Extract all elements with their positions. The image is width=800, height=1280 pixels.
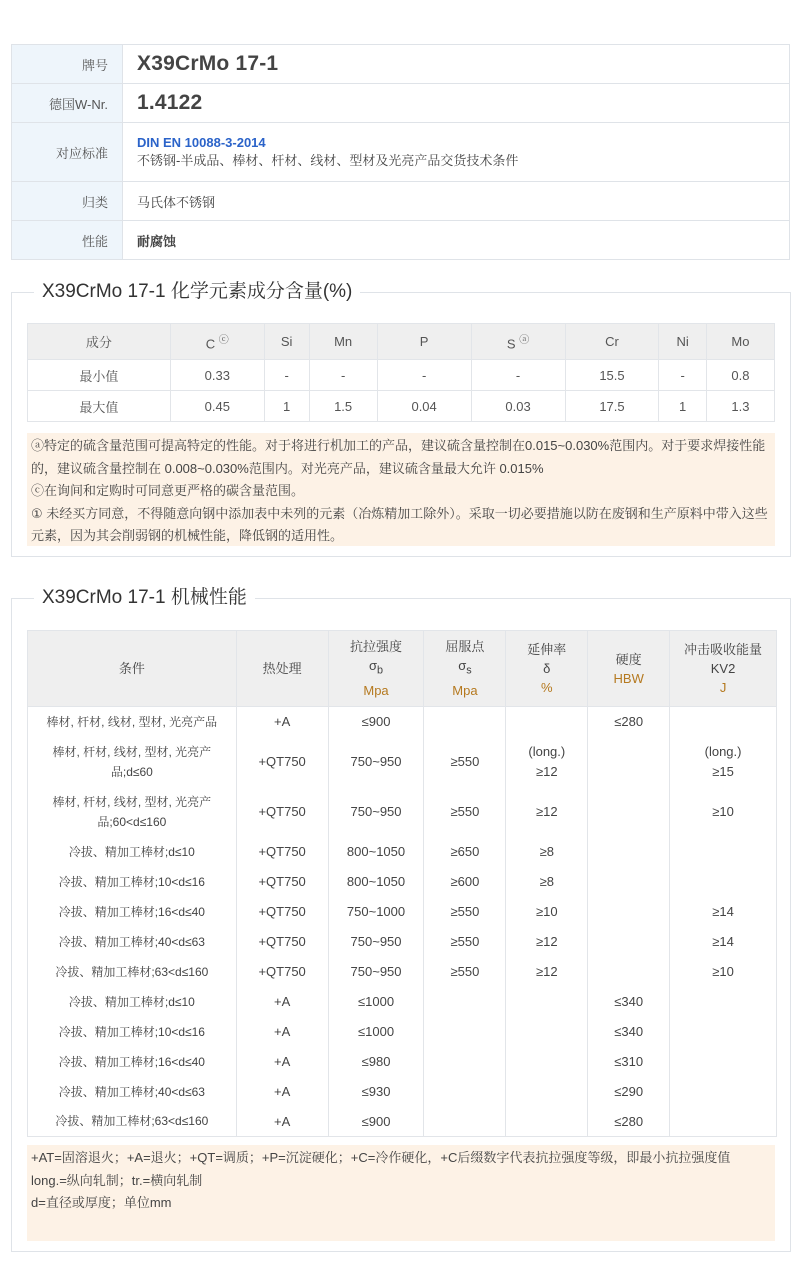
chem-cell: - bbox=[659, 360, 706, 391]
mech-cell-condition: 冷拔、精加工棒材;16<d≤40 bbox=[28, 1047, 237, 1077]
property-value: 耐腐蚀 bbox=[137, 233, 177, 249]
mech-cell-hardness: ≤290 bbox=[588, 1077, 670, 1107]
mech-cell-condition: 冷拔、精加工棒材;40<d≤63 bbox=[28, 927, 237, 957]
mech-header-heat-treatment: 热处理 bbox=[236, 631, 328, 707]
mech-cell-condition: 冷拔、精加工棒材;d≤10 bbox=[28, 987, 237, 1017]
mech-cell-elongation bbox=[506, 1047, 588, 1077]
mech-cell-tensile: 750~950 bbox=[328, 927, 424, 957]
chem-cell: - bbox=[471, 360, 565, 391]
mech-cell-yield bbox=[424, 1017, 506, 1047]
chem-note-carbon: ⓒ在询间和定购时可同意更严格的碳含量范围。 bbox=[31, 483, 305, 498]
mech-header-row bbox=[28, 631, 777, 707]
chem-row-min bbox=[28, 360, 775, 391]
chem-header-c: C ⓒ bbox=[170, 324, 264, 360]
mech-note-diameter: d=直径或厚度；单位mm bbox=[31, 1195, 172, 1210]
mech-cell-yield bbox=[424, 987, 506, 1017]
chem-cell: 1 bbox=[264, 391, 309, 422]
mech-cell-heat: +QT750 bbox=[236, 737, 328, 787]
mech-row bbox=[28, 787, 777, 837]
mech-cell-tensile: 800~1050 bbox=[328, 837, 424, 867]
mech-cell-hardness bbox=[588, 927, 670, 957]
mech-header-condition: 条件 bbox=[28, 631, 237, 707]
chemical-composition-table bbox=[27, 323, 775, 422]
mech-cell-condition: 冷拔、精加工棒材;40<d≤63 bbox=[28, 1077, 237, 1107]
mech-cell-elongation bbox=[506, 1107, 588, 1137]
mech-cell-yield bbox=[424, 1107, 506, 1137]
standard-code-link[interactable]: DIN EN 10088-3-2014 bbox=[137, 135, 266, 150]
mech-cell-yield bbox=[424, 707, 506, 737]
chem-cell: - bbox=[309, 360, 377, 391]
grade-value: X39CrMo 17-1 bbox=[137, 52, 279, 75]
mech-cell-tensile: 750~950 bbox=[328, 737, 424, 787]
mech-cell-impact bbox=[670, 837, 777, 867]
chem-header-mo: Mo bbox=[706, 324, 774, 360]
mech-cell-yield: ≥600 bbox=[424, 867, 506, 897]
mech-cell-tensile: 800~1050 bbox=[328, 867, 424, 897]
mech-cell-impact: ≥10 bbox=[670, 957, 777, 987]
mech-cell-elongation: ≥8 bbox=[506, 837, 588, 867]
mech-cell-condition: 棒材, 杆材, 线材, 型材, 光亮产 品;60<d≤160 bbox=[28, 787, 237, 837]
mech-cell-heat: +QT750 bbox=[236, 957, 328, 987]
mech-cell-condition: 棒材, 杆材, 线材, 型材, 光亮产 品;d≤60 bbox=[28, 737, 237, 787]
chem-cell: 1.5 bbox=[309, 391, 377, 422]
mech-header-hardness: 硬度 HBW bbox=[588, 631, 670, 707]
chem-notes bbox=[27, 433, 775, 546]
mech-cell-elongation bbox=[506, 987, 588, 1017]
chem-cell: 0.04 bbox=[377, 391, 471, 422]
mech-cell-impact: ≥14 bbox=[670, 897, 777, 927]
standard-description: 不锈钢-半成品、棒材、杆材、线材、型材及光亮产品交货技术条件 bbox=[137, 153, 519, 168]
chem-cell: 0.45 bbox=[170, 391, 264, 422]
s-footnote-mark: ⓐ bbox=[519, 335, 530, 347]
mech-cell-heat: +A bbox=[236, 707, 328, 737]
grade-info-table bbox=[11, 44, 790, 260]
mech-cell-yield: ≥550 bbox=[424, 897, 506, 927]
chem-note-elements: ① 未经买方同意，不得随意向钢中添加表中未列的元素（冶炼精加工除外）。采取一切必要措施以防在废钢和生产原料中带入这些元素，因为其会削弱钢的机械性能，降低钢的适用性。 bbox=[31, 505, 768, 543]
mech-cell-yield: ≥550 bbox=[424, 957, 506, 987]
standard-label: 对应标准 bbox=[12, 123, 123, 182]
mech-cell-hardness bbox=[588, 787, 670, 837]
mech-cell-hardness: ≤280 bbox=[588, 1107, 670, 1137]
chem-cell: 0.33 bbox=[170, 360, 264, 391]
chem-cell: - bbox=[264, 360, 309, 391]
mech-cell-hardness bbox=[588, 897, 670, 927]
mech-cell-tensile: ≤930 bbox=[328, 1077, 424, 1107]
mech-cell-heat: +A bbox=[236, 1107, 328, 1137]
mech-cell-heat: +A bbox=[236, 1047, 328, 1077]
chem-header-row bbox=[28, 324, 775, 360]
category-value: 马氏体不锈钢 bbox=[137, 194, 216, 210]
mech-header-tensile: 抗拉强度 $\sigma_b$ Mpa bbox=[328, 631, 424, 707]
mech-cell-heat: +QT750 bbox=[236, 927, 328, 957]
mech-cell-impact bbox=[670, 1017, 777, 1047]
mech-cell-elongation: ≥12 bbox=[506, 787, 588, 837]
mech-cell-tensile: 750~950 bbox=[328, 787, 424, 837]
mech-row bbox=[28, 927, 777, 957]
chem-row-label: 最大值 bbox=[28, 391, 171, 422]
mech-cell-hardness bbox=[588, 737, 670, 787]
mech-cell-yield: ≥550 bbox=[424, 787, 506, 837]
mechanical-properties-title: X39CrMo 17-1 机械性能 bbox=[34, 586, 255, 610]
mechanical-properties-section bbox=[11, 587, 791, 1252]
mech-row bbox=[28, 897, 777, 927]
mech-cell-tensile: 750~950 bbox=[328, 957, 424, 987]
mech-cell-impact: ≥10 bbox=[670, 787, 777, 837]
mech-cell-hardness: ≤340 bbox=[588, 987, 670, 1017]
mech-cell-heat: +QT750 bbox=[236, 787, 328, 837]
chem-row-label: 最小值 bbox=[28, 360, 171, 391]
chem-cell: 0.8 bbox=[706, 360, 774, 391]
chem-cell: 1 bbox=[659, 391, 706, 422]
chem-header-s: S ⓐ bbox=[471, 324, 565, 360]
mech-cell-yield bbox=[424, 1077, 506, 1107]
mech-cell-tensile: 750~1000 bbox=[328, 897, 424, 927]
category-label: 归类 bbox=[12, 182, 123, 221]
mech-cell-hardness bbox=[588, 837, 670, 867]
chem-cell: 17.5 bbox=[565, 391, 659, 422]
chem-header-p: P bbox=[377, 324, 471, 360]
c-footnote-mark: ⓒ bbox=[218, 335, 229, 347]
mech-cell-heat: +A bbox=[236, 987, 328, 1017]
mech-cell-impact: (long.) ≥15 bbox=[670, 737, 777, 787]
mech-cell-tensile: ≤980 bbox=[328, 1047, 424, 1077]
mech-cell-heat: +QT750 bbox=[236, 897, 328, 927]
mech-cell-impact bbox=[670, 1107, 777, 1137]
mech-row bbox=[28, 1107, 777, 1137]
mech-cell-heat: +A bbox=[236, 1077, 328, 1107]
chem-note-sulfur: ⓐ特定的硫含量范围可提高特定的性能。对于将进行机加工的产品，建议硫含量控制在0.015~0.030%范围内。对于要求焊接性能的，建议硫含量控制在 0.008~0.030%范围内。对光亮产品，建议硫含量最大允许 0.015% bbox=[31, 438, 766, 476]
chemical-composition-title: X39CrMo 17-1 化学元素成分含量(%) bbox=[34, 280, 360, 304]
chem-header-si: Si bbox=[264, 324, 309, 360]
mech-cell-yield bbox=[424, 1047, 506, 1077]
chem-header-cr: Cr bbox=[565, 324, 659, 360]
mech-cell-elongation bbox=[506, 707, 588, 737]
mech-cell-impact bbox=[670, 1047, 777, 1077]
property-label: 性能 bbox=[12, 221, 123, 260]
mech-cell-elongation: ≥12 bbox=[506, 927, 588, 957]
mech-row bbox=[28, 957, 777, 987]
chem-cell: 15.5 bbox=[565, 360, 659, 391]
mech-cell-elongation bbox=[506, 1017, 588, 1047]
chem-header-component: 成分 bbox=[28, 324, 171, 360]
chem-header-mn: Mn bbox=[309, 324, 377, 360]
mech-row bbox=[28, 867, 777, 897]
mech-row bbox=[28, 707, 777, 737]
mech-cell-impact bbox=[670, 987, 777, 1017]
mech-row bbox=[28, 987, 777, 1017]
mech-header-yield: 屈服点 $\sigma_s$ Mpa bbox=[424, 631, 506, 707]
chem-row-max bbox=[28, 391, 775, 422]
mech-cell-heat: +QT750 bbox=[236, 867, 328, 897]
grade-label: 牌号 bbox=[12, 45, 123, 84]
mech-cell-condition: 冷拔、精加工棒材;63<d≤160 bbox=[28, 957, 237, 987]
mech-cell-tensile: ≤1000 bbox=[328, 1017, 424, 1047]
mech-cell-impact bbox=[670, 867, 777, 897]
mech-cell-condition: 冷拔、精加工棒材;d≤10 bbox=[28, 837, 237, 867]
mech-cell-condition: 棒材, 杆材, 线材, 型材, 光亮产品 bbox=[28, 707, 237, 737]
mech-cell-yield: ≥650 bbox=[424, 837, 506, 867]
chem-cell: 1.3 bbox=[706, 391, 774, 422]
mech-cell-condition: 冷拔、精加工棒材;10<d≤16 bbox=[28, 1017, 237, 1047]
chem-cell: 0.03 bbox=[471, 391, 565, 422]
mech-note-rolling: long.=纵向轧制；tr.=横向轧制 bbox=[31, 1172, 203, 1188]
mech-cell-tensile: ≤900 bbox=[328, 707, 424, 737]
mech-cell-elongation: ≥10 bbox=[506, 897, 588, 927]
mech-cell-condition: 冷拔、精加工棒材;63<d≤160 bbox=[28, 1107, 237, 1137]
mech-cell-impact bbox=[670, 707, 777, 737]
mech-header-impact: 冲击吸收能量 KV2 J bbox=[670, 631, 777, 707]
mech-cell-elongation: ≥12 bbox=[506, 957, 588, 987]
chem-cell: - bbox=[377, 360, 471, 391]
mech-cell-impact bbox=[670, 1077, 777, 1107]
mech-cell-heat: +A bbox=[236, 1017, 328, 1047]
mech-cell-yield: ≥550 bbox=[424, 737, 506, 787]
mech-cell-hardness: ≤340 bbox=[588, 1017, 670, 1047]
mech-cell-elongation bbox=[506, 1077, 588, 1107]
chemical-composition-section bbox=[11, 281, 791, 557]
mech-row bbox=[28, 837, 777, 867]
mech-notes bbox=[27, 1145, 775, 1241]
mech-cell-tensile: ≤1000 bbox=[328, 987, 424, 1017]
mech-cell-yield: ≥550 bbox=[424, 927, 506, 957]
mech-cell-hardness: ≤310 bbox=[588, 1047, 670, 1077]
mech-cell-hardness: ≤280 bbox=[588, 707, 670, 737]
mech-row bbox=[28, 1047, 777, 1077]
mechanical-properties-table bbox=[27, 630, 777, 1137]
mech-cell-impact: ≥14 bbox=[670, 927, 777, 957]
wnr-label: 德国W-Nr. bbox=[12, 84, 123, 123]
mech-cell-elongation: (long.) ≥12 bbox=[506, 737, 588, 787]
mech-cell-hardness bbox=[588, 867, 670, 897]
mech-cell-hardness bbox=[588, 957, 670, 987]
mech-cell-elongation: ≥8 bbox=[506, 867, 588, 897]
wnr-value: 1.4122 bbox=[137, 91, 203, 114]
mech-cell-heat: +QT750 bbox=[236, 837, 328, 867]
mech-row bbox=[28, 737, 777, 787]
mech-note-treatments: +AT=固溶退火；+A=退火；+QT=调质；+P=沉淀硬化；+C=冷作硬化，+C后缀数字代表抗拉强度等级，即最小抗拉强度值 bbox=[31, 1150, 731, 1165]
chem-header-ni: Ni bbox=[659, 324, 706, 360]
mech-cell-condition: 冷拔、精加工棒材;16<d≤40 bbox=[28, 897, 237, 927]
mech-cell-condition: 冷拔、精加工棒材;10<d≤16 bbox=[28, 867, 237, 897]
mech-header-elongation: 延伸率 δ % bbox=[506, 631, 588, 707]
mech-row bbox=[28, 1017, 777, 1047]
mech-row bbox=[28, 1077, 777, 1107]
mech-cell-tensile: ≤900 bbox=[328, 1107, 424, 1137]
